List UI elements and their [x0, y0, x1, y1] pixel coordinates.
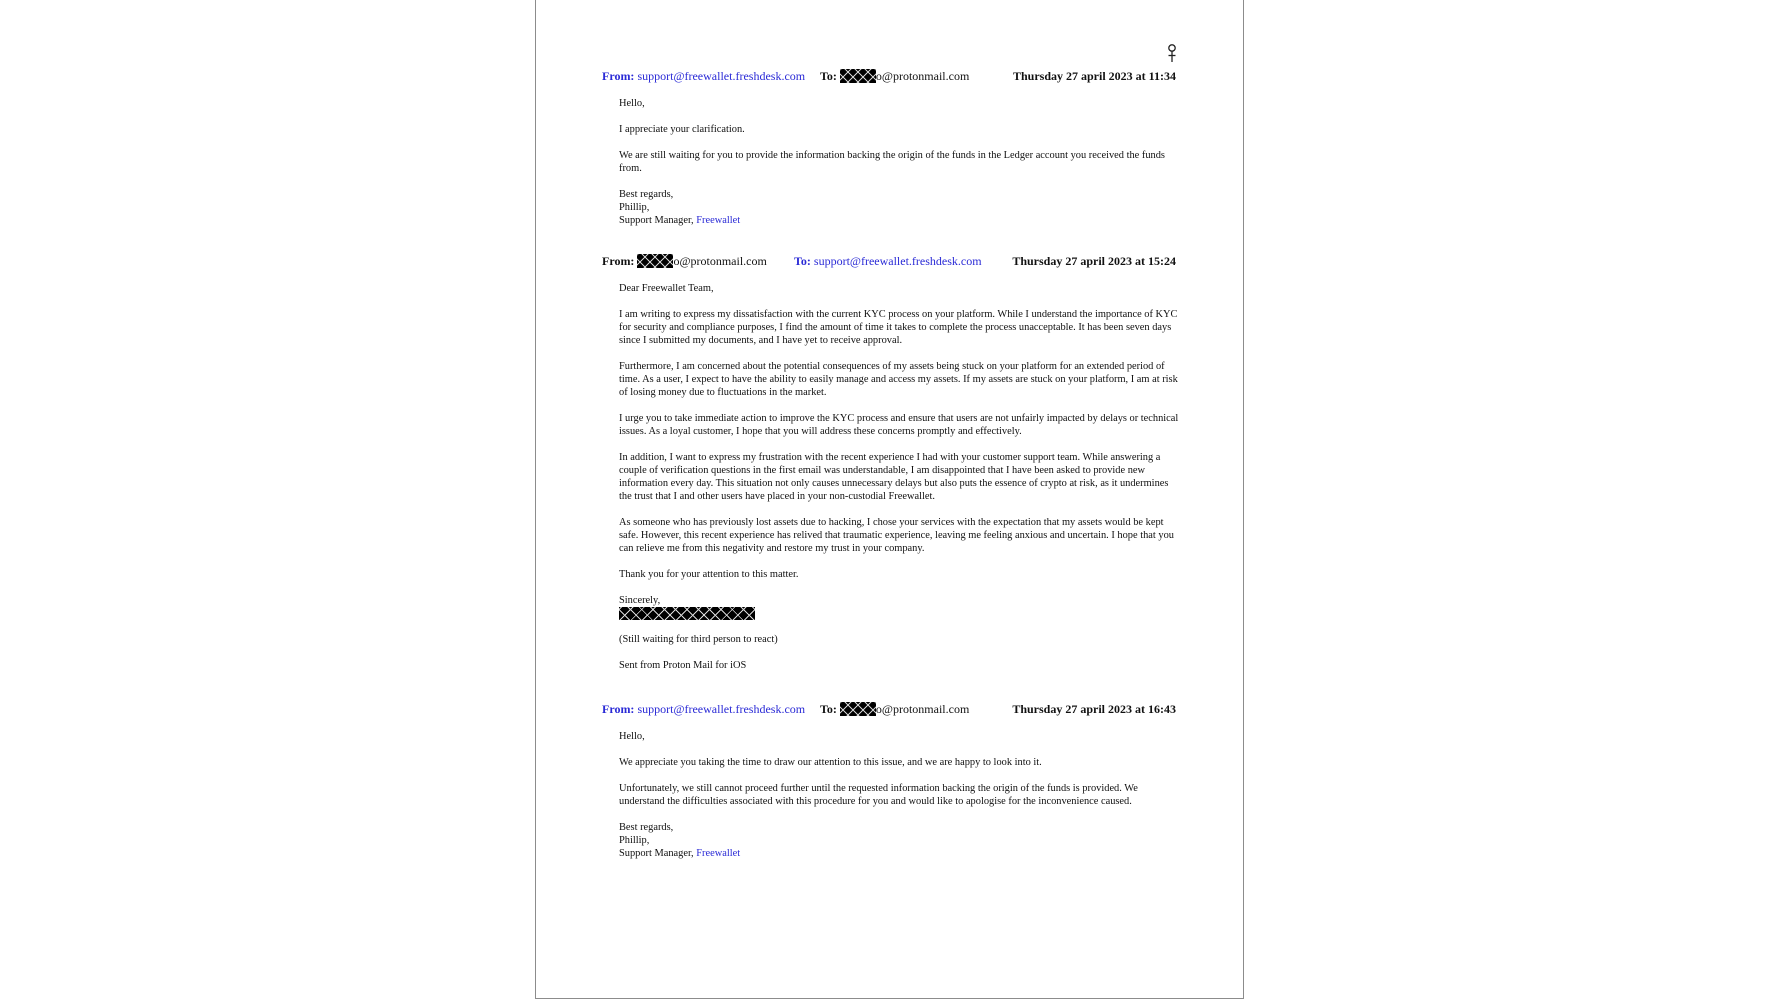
body-paragraph: In addition, I want to express my frustration with the recent experience I had with your customer support team. While answering a couple of verification questions in the first email was understandable, I am disappointed that I have been asked to provide new information every day. This situation not only causes unnecessary delays but also puts the essence of crypto at risk, as it undermines the trust that I and other users have placed in your non-custodial Freewallet.: [619, 452, 1169, 502]
redaction-block: [637, 254, 673, 268]
email-header: [602, 254, 1176, 270]
sent-from-text: Sent from Proton Mail for iOS: [619, 660, 747, 671]
sender-name: Phillip,: [619, 835, 650, 846]
pushpin-icon: [1165, 43, 1179, 63]
closing-text: Sincerely,: [619, 595, 661, 606]
body-paragraph: Furthermore, I am concerned about the potential consequences of my assets being stuck on your platform for an extended period of time. As a user, I expect to have the ability to easily manage and access my assets. If my assets are stuck on your platform, I am at risk of losing money due to fluctuations in the market.: [619, 361, 1178, 398]
from-address-link[interactable]: support@freewallet.freshdesk.com: [637, 702, 806, 716]
to-field: [794, 254, 982, 269]
to-label: To:: [820, 702, 837, 716]
email-body: [619, 730, 1179, 860]
to-address-suffix: o@protonmail.com: [875, 702, 970, 716]
signature-block: [619, 821, 1179, 860]
body-paragraph: I urge you to take immediate action to improve the KYC process and ensure that users are not unfairly impacted by delays or technical issues. As a loyal customer, I hope that you will address these concerns promptly and effectively.: [619, 413, 1179, 437]
sender-role: [619, 214, 1179, 227]
to-address-suffix: o@protonmail.com: [875, 69, 970, 83]
from-field: [602, 702, 805, 717]
closing-text: Best regards,: [619, 822, 674, 833]
body-paragraph: We are still waiting for you to provide the information backing the origin of the funds in the Ledger account you received the funds from.: [619, 150, 1165, 174]
sender-role: [619, 847, 1179, 860]
signature-block: [619, 188, 1179, 227]
redaction-block: [840, 69, 876, 83]
from-field: [602, 254, 767, 269]
email-body: [619, 97, 1179, 227]
body-paragraph: As someone who has previously lost assets due to hacking, I chose your services with the expectation that my assets would be kept safe. However, this recent experience has relived that traumatic experience, leaving me feeling anxious and uncertain. I hope that you can relieve me from this negativity and restore my trust in your company.: [619, 517, 1174, 554]
sender-name: Phillip,: [619, 202, 650, 213]
role-text: Support Manager,: [619, 848, 694, 859]
to-field: [820, 702, 969, 717]
email-header: [602, 69, 1176, 85]
email-header: [602, 702, 1176, 718]
closing-text: Best regards,: [619, 189, 674, 200]
body-paragraph: We appreciate you taking the time to draw our attention to this issue, and we are happy to look into it.: [619, 757, 1042, 768]
email-date: Thursday 27 april 2023 at 16:43: [1012, 702, 1176, 716]
role-text: Support Manager,: [619, 215, 694, 226]
redacted-signature: [619, 607, 755, 620]
to-label: To:: [794, 254, 811, 268]
to-label: To:: [820, 69, 837, 83]
from-label: From:: [602, 254, 635, 268]
body-paragraph: Dear Freewallet Team,: [619, 283, 714, 294]
company-link[interactable]: Freewallet: [696, 215, 741, 226]
body-paragraph: I am writing to express my dissatisfaction with the current KYC process on your platform. While I understand the importance of KYC for security and compliance purposes, I find the amount of time it takes to complete the process unacceptable. It has been seven days since I submitted my documents, and I have yet to receive approval.: [619, 309, 1178, 346]
from-address-suffix: o@protonmail.com: [673, 254, 767, 268]
email-date: Thursday 27 april 2023 at 11:34: [1012, 69, 1176, 83]
body-paragraph: Unfortunately, we still cannot proceed further until the requested information backing the origin of the funds is provided. We understand the difficulties associated with this procedure for you and would like to apologise for the inconvenience caused.: [619, 783, 1138, 807]
note-text: (Still waiting for third person to react): [619, 634, 778, 645]
body-paragraph: Thank you for your attention to this matter.: [619, 569, 799, 580]
to-address-link[interactable]: support@freewallet.freshdesk.com: [813, 254, 982, 268]
body-paragraph: Hello,: [619, 98, 645, 109]
from-field: [602, 69, 805, 84]
signature-block: [619, 594, 1179, 620]
email-date: Thursday 27 april 2023 at 15:24: [1012, 254, 1176, 268]
company-link[interactable]: Freewallet: [696, 848, 741, 859]
document-page: [535, 0, 1244, 999]
from-address-link[interactable]: support@freewallet.freshdesk.com: [637, 69, 806, 83]
email-body: [619, 282, 1179, 685]
redaction-block: [840, 702, 876, 716]
from-label: From:: [602, 702, 635, 716]
to-field: [820, 69, 969, 84]
body-paragraph: Hello,: [619, 731, 645, 742]
body-paragraph: I appreciate your clarification.: [619, 124, 745, 135]
from-label: From:: [602, 69, 635, 83]
